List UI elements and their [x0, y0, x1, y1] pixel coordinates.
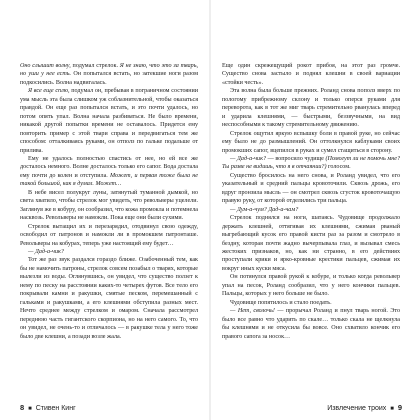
text-run: Ему не удалось полностью спастись от нее, но ей все же досталось немного. Волне досталось только его сапог. Вода достала ему почти до колен и отступила.	[20, 155, 198, 179]
paragraph	[222, 62, 400, 87]
paragraph	[20, 189, 198, 223]
right-page-body	[222, 62, 400, 341]
text-run: голосом.	[326, 164, 351, 171]
paragraph	[20, 62, 198, 87]
paragraph	[222, 130, 400, 155]
right-page-number: 9	[397, 403, 402, 412]
text-run: Еще один скрежещущий рокот прибоя, на этот раз громче. Существо снова застыло и поднял клешни в своей вариации «стойки честь».	[222, 63, 400, 86]
text-run: Стрелок поднялся на ноги, шатаясь. Чудовище продолжало держать клешней, оттягивая их клешнями, сжимая рваный выгребающий кусок его правой кисти раз за разом и смотрело в бездну, которая почти жадно вычерпывала глаз, и вызывал смесь жестоких признаков, но, как ни странно, в его действиях проступали крики и ярко-кровные крестики пальцев, сжимая их вокруг иных куски мяса.	[222, 215, 400, 272]
right-running-head: Извлечение троих	[327, 405, 387, 412]
text-run: — вопросило чудище	[267, 155, 326, 162]
paragraph	[222, 206, 400, 214]
paragraph	[20, 155, 198, 189]
paragraph	[222, 87, 400, 129]
text-run: Эта волна была больше прежних. Роланд снова пополз вверх по пологому прибрежному склону и только оперся руками для переворота, как в тот же миг тварь стремительно рванулась вперед и ударила клешнями, — быстрыми, беззвучными, на вид неспособными к такому стремительному движению.	[222, 88, 400, 129]
paragraph	[222, 155, 400, 172]
italic-text: Может, и первая тоже была не такой большой, как я думал. Может…	[20, 172, 199, 188]
italic-text: — Дум-а-чум? Дад-а-чам?	[230, 206, 299, 213]
text-run: — прорычал Роланд и пнул тварь ногой. Это было все равно что ударить по скале… только скала не щелкнула бы клешнями и не откусила бы вовсе. Оно схватило кончик его правого сапога за носок…	[222, 308, 401, 340]
paragraph	[20, 87, 198, 155]
page-gutter	[209, 0, 211, 420]
text-run: Тот же раз звук раздался гораздо ближе. Озабоченный тем, как бы не намочить патроны, стрелок совсем позабыл о тварях, которые вылезли из воды. Оглянувшись, он увидел, что существо ползет к нему по песку на расстоянии каких-то четырех футов. Все тело его покрывали камни и ракушки, смятые песком, перемешанный с гальками и ракушками, а его клешнями обступила разных мест. Нечто среднее между стрелком и омаром. Сначала рассмотрел переднюю часть гигантского скорпиона, но на него самого. То, что он увидел, не очень-то и отличалось — в ракушке тела у него тоже было две клешни, а позади возле жала.	[20, 257, 198, 340]
text-run: Существо бросилось на него снова, и Роланд увидел, что его указательный и средний пальцы кровоточили. Сквозь дрожь, его вдруг пронзила мысль — он смотрел сквозь сгусток кровоточащую правую руку, от которой отделились три пальца.	[222, 172, 400, 205]
text-run: подумал он, пребывая в пограничном состоянии ума мысль эта была слишком уж соблазнительной, чтобы оказаться правдой. Он еще раз попытался встать, и это почти удалось, но потом опять упал. Волна начала разбиваться. Не было времени, никакой другой попытки времени не оставалось. Придется ему повторить пример с этой твари справа и передвигаться тем же способом: отталкиваясь руками, он отполз по гальке подальше от прилива.	[20, 88, 198, 154]
footer-separator: ■	[28, 406, 32, 412]
left-page-number: 8	[20, 403, 25, 412]
text-run: Он потянулся правой рукой к кобуре, и только когда револьвер упал на песок, Роланд сообразил, что у него кончики пальцев. Пальцы, которых у него больше не было.	[222, 274, 400, 298]
left-running-head: Стивен Кинг	[35, 405, 76, 412]
paragraph	[20, 223, 198, 248]
paragraph	[222, 214, 400, 273]
italic-text: Я не знаю, что это за тварь, но уши у нее есть.	[20, 63, 198, 78]
paragraph	[222, 299, 400, 307]
italic-text: (Помогут ли не помочь мне? Ты разве не видишь, что я в отчаянии?)	[222, 155, 400, 171]
italic-text: — Дад-а-чик?	[230, 155, 268, 162]
paragraph	[20, 256, 198, 341]
text-run: Он попытался встать, но затекшие ноги разом подкосились. Волна надвигалась.	[20, 71, 198, 86]
italic-text: Я все еще сплю,	[28, 88, 70, 95]
text-run: В небе висел полукруг луны, затянутый туманной дымкой, но света хватило, чтобы стрелок мог увидеть, что револьверы уцелели. Заглянув же в кобуру, он сообразил, что кожа промокла и потемнела насквозь. Револьверы не намокли. Пока еще они были сухими.	[20, 189, 198, 222]
text-run: подумал стрелок.	[70, 63, 120, 69]
paragraph	[20, 248, 198, 256]
italic-text: — Нет, сволочь!	[230, 308, 275, 315]
text-run: Стрелок вытащил их и перезарядил, отодвинул свою одежду, освободил от патронов и намокли ли в промокшем патронташе. Револьверы на кобурах, теперь уже настоящий ему будет…	[20, 223, 198, 247]
italic-text: Оно слышит волну,	[20, 63, 71, 69]
right-page-footer	[327, 403, 402, 413]
footer-separator: ■	[390, 406, 394, 412]
text-run: Стрелок ощутил яркую вспышку боли в правой руке, но сейчас ему было не до размышлений. Он оттолкнулся каблуками своих промокших сапог, вцепился в руках и сумел стащиться в сторону.	[222, 130, 400, 154]
left-page-footer	[20, 403, 76, 413]
text-run: Чудовище попятилось и стало поедать.	[230, 299, 332, 306]
paragraph	[222, 307, 400, 341]
left-page-body	[20, 62, 198, 341]
italic-text: — Дад-а-чик?	[28, 248, 64, 255]
paragraph	[222, 273, 400, 298]
paragraph	[222, 172, 400, 206]
